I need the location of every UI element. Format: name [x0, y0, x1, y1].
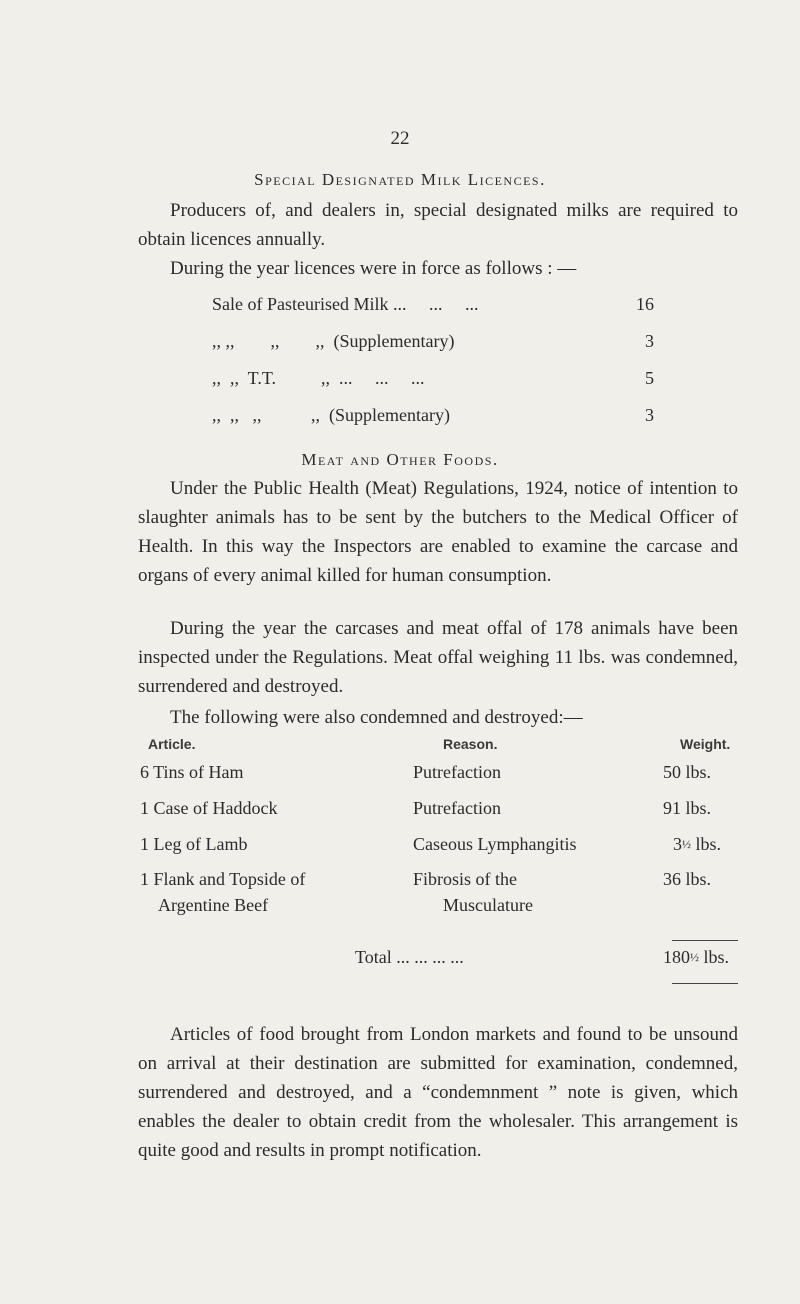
milk-licences-heading: Special Designated Milk Licences. — [254, 170, 546, 189]
licence-label: ,, ,, ,, ,, (Supplementary) — [212, 331, 455, 351]
reason-cell: Putrefaction — [413, 798, 501, 818]
reason-column-header: Reason. — [443, 736, 498, 752]
weight-unit: lbs. — [685, 798, 712, 818]
milk-intro-paragraph: Producers of, and dealers in, special designated milks are required to obtain licences annually. — [138, 200, 738, 250]
licence-count: 3 — [645, 331, 654, 351]
licence-count: 5 — [645, 368, 654, 388]
licence-row — [0, 405, 800, 431]
total-weight-value: 180 — [663, 947, 690, 967]
weight-cell — [663, 798, 711, 819]
meat-regulations-paragraph: Under the Public Health (Meat) Regulations, 1924, notice of intention to slaughter animals has to be sent by the butchers to the Medical Officer of Health. In this way the Inspectors are enabled to examine the carcase and organs of every animal killed for human consumption. — [138, 478, 738, 586]
article-column-header: Article. — [148, 736, 196, 752]
article-cell: 6 Tins of Ham — [140, 762, 244, 782]
licence-count: 3 — [645, 405, 654, 425]
weight-value: 3 — [673, 834, 682, 854]
licence-count: 16 — [636, 294, 654, 314]
weight-unit: lbs. — [685, 762, 712, 782]
licence-label: Sale of Pasteurised Milk ... ... ... — [212, 294, 479, 314]
reason-cell-continued: Musculature — [443, 895, 533, 915]
weight-cell — [673, 834, 721, 855]
weight-unit: lbs. — [685, 869, 712, 889]
total-label: Total ... ... ... ... — [355, 947, 464, 967]
article-cell: 1 Case of Haddock — [140, 798, 278, 818]
total-rule-bottom — [672, 983, 738, 984]
weight-cell — [663, 762, 711, 783]
weight-value: 91 — [663, 798, 681, 818]
article-cell: 1 Leg of Lamb — [140, 834, 248, 854]
total-weight-unit: lbs. — [703, 947, 730, 967]
licence-row — [0, 331, 800, 357]
total-rule-top — [672, 940, 738, 941]
page-number: 22 — [390, 128, 410, 149]
reason-cell: Caseous Lymphangitis — [413, 834, 577, 854]
weight-value: 50 — [663, 762, 681, 782]
reason-cell: Fibrosis of the — [413, 869, 518, 889]
weight-column-header: Weight. — [680, 736, 731, 752]
reason-cell: Putrefaction — [413, 762, 501, 782]
weight-cell — [663, 869, 711, 890]
weight-value: 36 — [663, 869, 681, 889]
licence-label: ,, ,, ,, ,, (Supplementary) — [212, 405, 450, 425]
unsound-food-paragraph: Articles of food brought from London markets and found to be unsound on arrival at their destination are submitted for examination, condemned, surrendered and destroyed, and a “condemnment ” note is given, which enables the dealer to obtain credit from the wholesaler. This arrangement is quite good and results in prompt notification. — [138, 1024, 738, 1161]
meat-foods-heading: Meat and Other Foods. — [301, 450, 499, 469]
licence-row — [0, 368, 800, 394]
condemned-intro-line: The following were also condemned and destroyed:— — [170, 707, 583, 728]
weight-fraction: ½ — [682, 837, 691, 851]
total-weight — [663, 947, 729, 968]
licences-in-force-line: During the year licences were in force as follows : — — [170, 258, 577, 279]
carcases-inspected-paragraph: During the year the carcases and meat offal of 178 animals have been inspected under the Regulations. Meat offal weighing 11 lbs. was condemned, surrendered and destroyed. — [138, 618, 738, 697]
licence-row — [0, 294, 800, 320]
article-cell: 1 Flank and Topside of — [140, 869, 306, 889]
weight-unit: lbs. — [695, 834, 722, 854]
licence-label: ,, ,, T.T. ,, ... ... ... — [212, 368, 425, 388]
total-weight-fraction: ½ — [690, 950, 699, 964]
article-cell-continued: Argentine Beef — [158, 895, 269, 915]
